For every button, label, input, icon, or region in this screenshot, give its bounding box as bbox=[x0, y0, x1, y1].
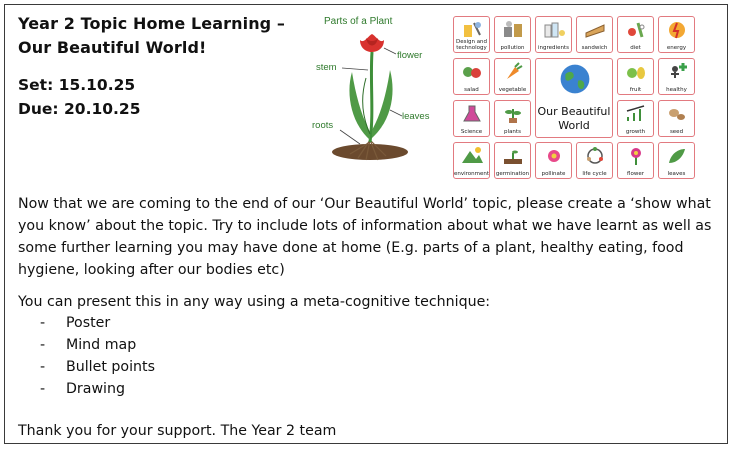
list-item bbox=[40, 312, 155, 334]
symbol-vegetable bbox=[494, 58, 531, 95]
salad-icon bbox=[460, 61, 484, 83]
title-line-1: Year 2 Topic Home Learning – bbox=[18, 14, 286, 33]
energy-icon bbox=[665, 19, 689, 41]
symbol-healthy bbox=[658, 58, 695, 95]
symbol-label: life cycle bbox=[582, 171, 607, 177]
pollinate-icon bbox=[542, 145, 566, 167]
roots-label: roots bbox=[312, 120, 334, 131]
science-icon bbox=[460, 103, 484, 125]
symbol-pollution bbox=[494, 16, 531, 53]
present-intro: You can present this in any way using a meta-cognitive technique: bbox=[18, 294, 491, 310]
life-cycle-icon bbox=[583, 145, 607, 167]
symbol-sandwich bbox=[576, 16, 613, 53]
symbol-label: diet bbox=[630, 45, 641, 51]
list-item-text: Mind map bbox=[66, 337, 137, 353]
sandwich-icon bbox=[583, 19, 607, 41]
symbol-label: fruit bbox=[629, 87, 642, 93]
symbol-label: salad bbox=[464, 87, 479, 93]
list-bullet: - bbox=[40, 359, 46, 375]
design-technology-icon bbox=[460, 19, 484, 41]
page-title bbox=[18, 12, 285, 60]
dates-block bbox=[18, 73, 141, 121]
stem-pointer bbox=[342, 68, 368, 70]
thanks-note: Thank you for your support. The Year 2 team bbox=[18, 423, 337, 439]
seed-icon bbox=[665, 103, 689, 125]
vegetable-icon bbox=[501, 61, 525, 83]
plants-icon bbox=[501, 103, 525, 125]
flower-label: flower bbox=[397, 50, 423, 61]
symbol-label: sandwich bbox=[581, 45, 608, 51]
leaf-shape-right bbox=[372, 70, 393, 138]
list-bullet: - bbox=[40, 381, 46, 397]
symbol-label: flower bbox=[627, 171, 644, 177]
center-label: Our Beautiful World bbox=[537, 105, 611, 132]
fruit-icon bbox=[624, 61, 648, 83]
symbol-flower bbox=[617, 142, 654, 179]
growth-icon bbox=[624, 103, 648, 125]
symbol-label: leaves bbox=[667, 171, 686, 177]
leaf-shape-left bbox=[349, 72, 370, 140]
list-item bbox=[40, 334, 155, 356]
symbol-science bbox=[453, 100, 490, 137]
symbol-leaves bbox=[658, 142, 695, 179]
pollution-icon bbox=[501, 19, 525, 41]
globe-icon bbox=[559, 63, 591, 95]
symbol-energy bbox=[658, 16, 695, 53]
title-line-2: Our Beautiful World! bbox=[18, 38, 207, 57]
symbol-life-cycle bbox=[576, 142, 613, 179]
symbol-label: pollution bbox=[500, 45, 525, 51]
diet-icon bbox=[624, 19, 648, 41]
stem-label: stem bbox=[316, 62, 337, 73]
symbol-label: plants bbox=[504, 129, 521, 135]
parts-of-a-plant-diagram bbox=[300, 12, 450, 162]
leaves-pointer bbox=[390, 110, 402, 116]
list-bullet: - bbox=[40, 337, 46, 353]
symbol-environment bbox=[453, 142, 490, 179]
list-item-text: Poster bbox=[66, 315, 111, 331]
flower-pointer bbox=[384, 48, 396, 54]
symbol-label: germination bbox=[495, 171, 530, 177]
technique-list bbox=[40, 312, 155, 400]
symbol-label: Science bbox=[460, 129, 483, 135]
stem-shape bbox=[370, 52, 372, 142]
roots-pointer bbox=[340, 130, 360, 144]
symbol-seed bbox=[658, 100, 695, 137]
symbol-design-technology bbox=[453, 16, 490, 53]
healthy-icon bbox=[665, 61, 689, 83]
symbol-label: ingredients bbox=[538, 45, 569, 51]
symbol-label: healthy bbox=[666, 87, 687, 93]
list-item-text: Bullet points bbox=[66, 359, 155, 375]
plant-diagram-title: Parts of a Plant bbox=[324, 16, 393, 27]
symbol-label: vegetable bbox=[498, 87, 527, 93]
symbol-salad bbox=[453, 58, 490, 95]
flower-icon bbox=[624, 145, 648, 167]
symbol-fruit bbox=[617, 58, 654, 95]
symbol-plants bbox=[494, 100, 531, 137]
soil-shape bbox=[332, 144, 408, 160]
list-item bbox=[40, 378, 155, 400]
symbol-label: energy bbox=[666, 45, 687, 51]
ingredients-icon bbox=[542, 19, 566, 41]
symbol-pollinate bbox=[535, 142, 572, 179]
leaves-label: leaves bbox=[402, 111, 430, 122]
symbol-label: growth bbox=[625, 129, 646, 135]
symbol-germination bbox=[494, 142, 531, 179]
symbol-label: pollinate bbox=[541, 171, 566, 177]
germination-icon bbox=[501, 145, 525, 167]
instructions-paragraph: Now that we are coming to the end of our ‘Our Beautiful World’ topic, please create a ‘show what you know’ about the topic. Try to include lots of information about what we have learnt as well as some further learning you may have done at home (E.g. parts of a plant, healthy eating, food hygiene, looking after our bodies etc) bbox=[18, 196, 712, 278]
list-bullet: - bbox=[40, 315, 46, 331]
symbol-our-beautiful-world bbox=[535, 58, 613, 138]
symbol-label: Design and technology bbox=[455, 39, 488, 51]
symbol-label: environment bbox=[454, 171, 490, 177]
list-item-text: Drawing bbox=[66, 381, 125, 397]
set-date: Set: 15.10.25 bbox=[18, 76, 136, 94]
list-item bbox=[40, 356, 155, 378]
symbol-ingredients bbox=[535, 16, 572, 53]
symbol-growth bbox=[617, 100, 654, 137]
symbol-grid bbox=[453, 16, 705, 182]
environment-icon bbox=[460, 145, 484, 167]
symbol-diet bbox=[617, 16, 654, 53]
leaves-icon bbox=[665, 145, 689, 167]
symbol-label: seed bbox=[669, 129, 684, 135]
due-date: Due: 20.10.25 bbox=[18, 100, 141, 118]
